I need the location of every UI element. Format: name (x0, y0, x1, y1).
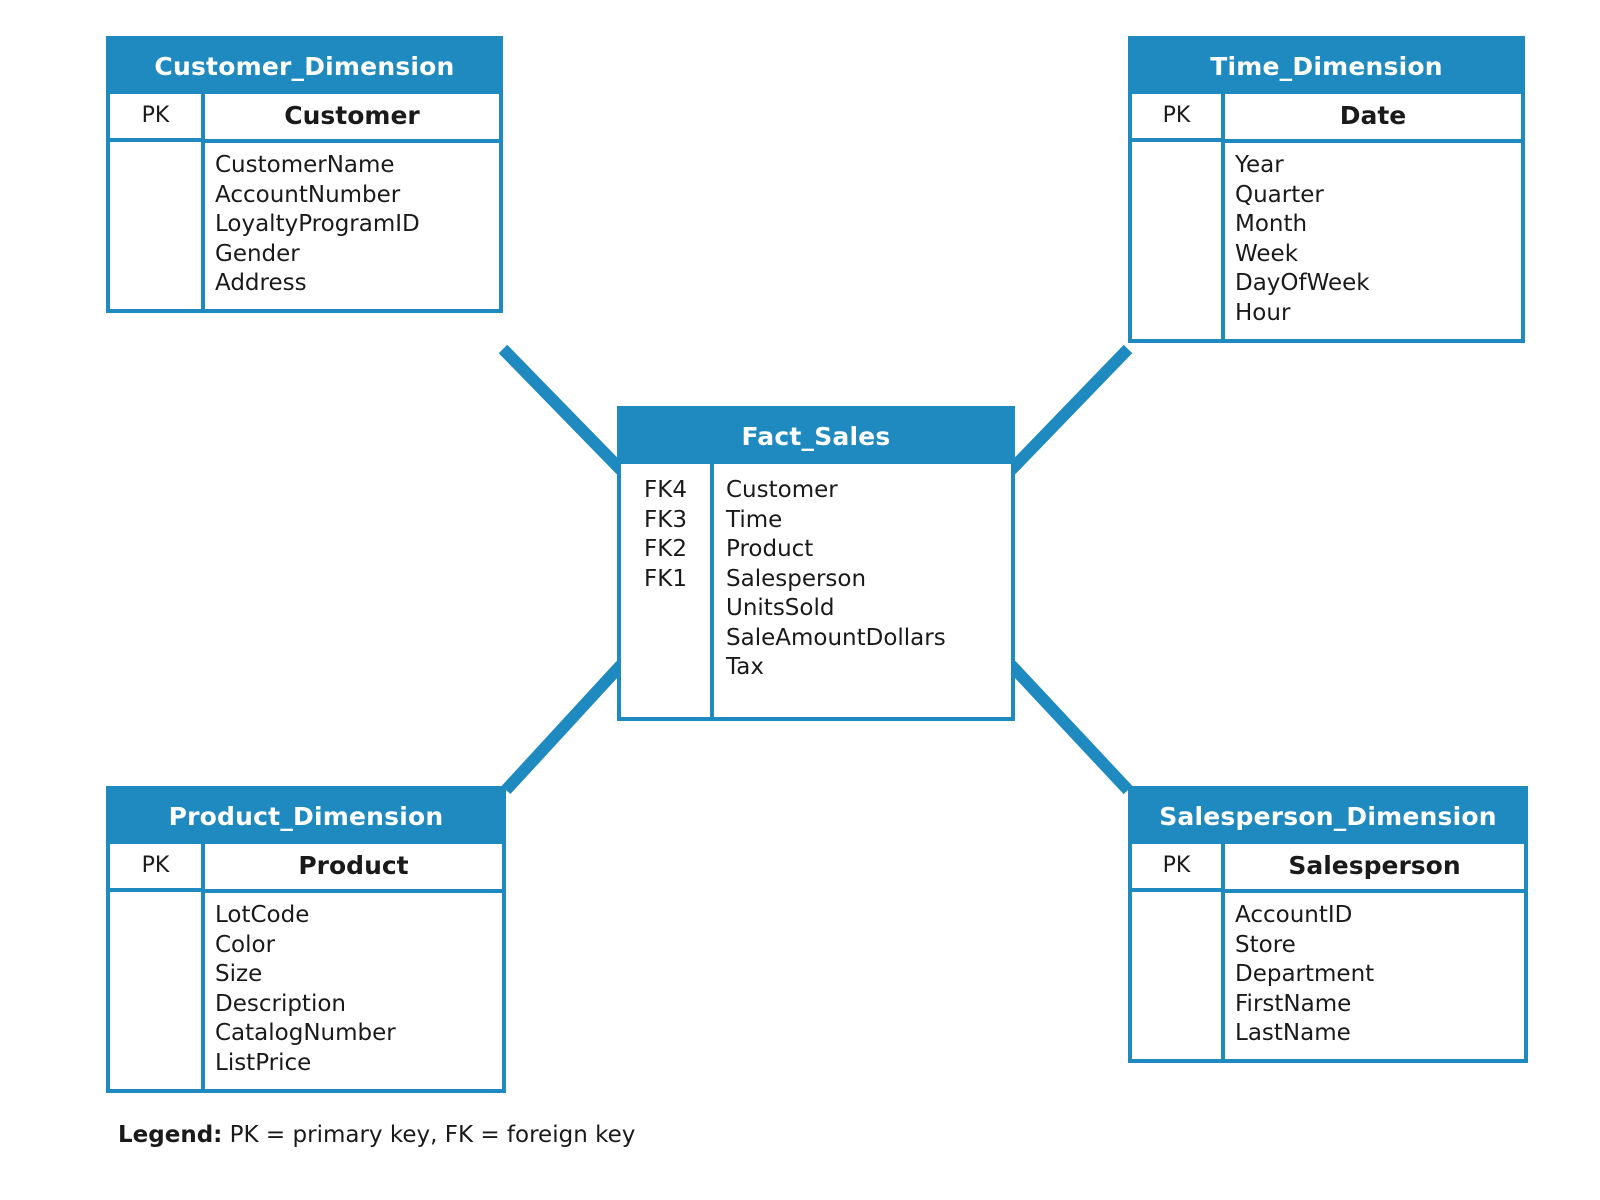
foreign-key-item: FK4 (644, 477, 687, 503)
attribute-item: UnitsSold (726, 595, 835, 621)
attribute-item: LastName (1235, 1020, 1351, 1046)
entity-body (110, 94, 499, 309)
entity-key-column (1132, 94, 1225, 339)
attribute-item: Salesperson (726, 565, 867, 592)
attribute-item: Product (726, 536, 814, 562)
entity-body (621, 464, 1011, 717)
entity-attribute-header: Salesperson (1225, 844, 1524, 893)
entity-body (1132, 94, 1521, 339)
entity-title: Salesperson_Dimension (1132, 790, 1524, 844)
entity-title: Time_Dimension (1132, 40, 1521, 94)
attribute-item: Time (726, 506, 783, 533)
entity-attribute-list (714, 464, 1011, 717)
attribute-item: LotCode (215, 902, 310, 928)
attribute-item: Store (1235, 931, 1296, 958)
entity-attribute-column (205, 844, 502, 1089)
entity-product-dimension[interactable] (106, 786, 506, 1093)
entity-attribute-column (1225, 844, 1524, 1059)
entity-body (1132, 844, 1524, 1059)
attribute-item: Gender (215, 240, 300, 267)
attribute-item: Quarter (1235, 181, 1324, 208)
entity-key-header: PK (110, 844, 201, 892)
attribute-item: Address (215, 270, 307, 296)
entity-attribute-header: Date (1225, 94, 1521, 143)
entity-key-header: PK (1132, 844, 1221, 892)
entity-attribute-column (205, 94, 499, 309)
relationship-line-product-fact (506, 665, 621, 790)
foreign-key-item: FK2 (644, 536, 687, 562)
entity-attribute-column (714, 464, 1011, 717)
attribute-item: SaleAmountDollars (726, 624, 946, 651)
entity-title: Product_Dimension (110, 790, 502, 844)
entity-fact-sales[interactable] (617, 406, 1015, 721)
entity-key-list (110, 142, 201, 309)
entity-key-list (621, 464, 710, 717)
attribute-item: Year (1235, 152, 1284, 178)
entity-key-header: PK (1132, 94, 1221, 142)
attribute-item: AccountNumber (215, 181, 401, 208)
legend (118, 1122, 635, 1148)
entity-attribute-list (205, 893, 502, 1089)
relationship-line-customer-fact (503, 349, 621, 470)
attribute-item: Customer (726, 477, 838, 503)
attribute-item: FirstName (1235, 990, 1352, 1017)
legend-label: Legend: (118, 1122, 223, 1148)
attribute-item: LoyaltyProgramID (215, 211, 420, 237)
entity-key-list (1132, 892, 1221, 1059)
entity-key-header: PK (110, 94, 201, 142)
entity-key-column (621, 464, 714, 717)
foreign-key-item: FK1 (644, 565, 687, 592)
foreign-key-item: FK3 (644, 506, 687, 533)
attribute-item: CatalogNumber (215, 1020, 396, 1046)
attribute-item: Week (1235, 240, 1299, 267)
entity-key-list (110, 892, 201, 1089)
entity-title: Fact_Sales (621, 410, 1011, 464)
entity-key-column (110, 844, 205, 1089)
entity-title: Customer_Dimension (110, 40, 499, 94)
attribute-item: Month (1235, 211, 1308, 237)
attribute-item: AccountID (1235, 902, 1353, 928)
attribute-item: Color (215, 931, 276, 958)
entity-attribute-header: Customer (205, 94, 499, 143)
attribute-item: Description (215, 990, 346, 1017)
entity-attribute-list (1225, 893, 1524, 1059)
entity-attribute-list (205, 143, 499, 309)
attribute-item: CustomerName (215, 152, 395, 178)
attribute-item: ListPrice (215, 1049, 312, 1076)
entity-key-column (110, 94, 205, 309)
attribute-item: DayOfWeek (1235, 270, 1370, 296)
attribute-item: Hour (1235, 299, 1291, 326)
attribute-item: Department (1235, 961, 1375, 987)
entity-key-list (1132, 142, 1221, 339)
entity-time-dimension[interactable] (1128, 36, 1525, 343)
entity-customer-dimension[interactable] (106, 36, 503, 313)
relationship-line-time-fact (1011, 349, 1128, 470)
entity-attribute-column (1225, 94, 1521, 339)
entity-key-column (1132, 844, 1225, 1059)
entity-body (110, 844, 502, 1089)
relationship-line-salesperson-fact (1011, 665, 1128, 790)
attribute-item: Size (215, 961, 263, 987)
entity-attribute-list (1225, 143, 1521, 339)
attribute-item: Tax (726, 654, 764, 680)
entity-attribute-header: Product (205, 844, 502, 893)
entity-salesperson-dimension[interactable] (1128, 786, 1528, 1063)
legend-text: PK = primary key, FK = foreign key (222, 1122, 636, 1148)
